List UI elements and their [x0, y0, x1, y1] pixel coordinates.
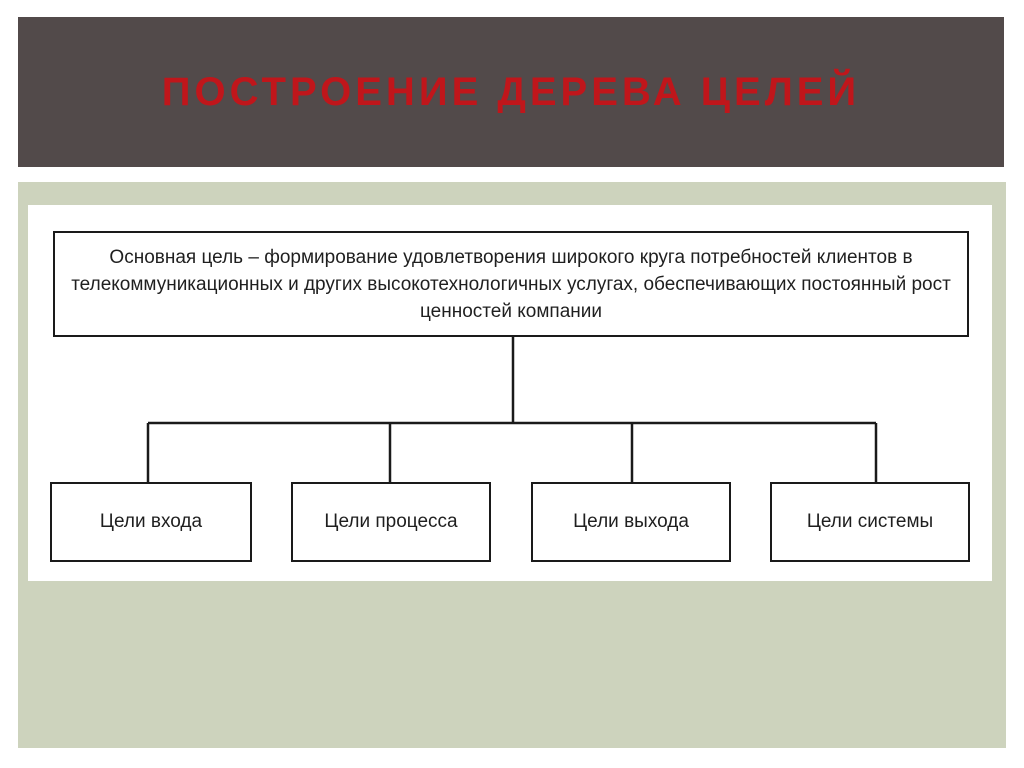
sub-goal-output: Цели выхода	[531, 482, 731, 562]
sub-goal-process: Цели процесса	[291, 482, 491, 562]
slide-title: ПОСТРОЕНИЕ ДЕРЕВА ЦЕЛЕЙ	[161, 69, 861, 114]
main-goal-box: Основная цель – формирование удовлетворения широкого круга потребностей клиентов в телекоммуникационных и других высокотехнологичных услугах, обеспечивающих постоянный рост ценностей компании	[53, 231, 969, 337]
sub-goal-input: Цели входа	[50, 482, 252, 562]
sub-goal-system: Цели системы	[770, 482, 970, 562]
title-band	[18, 17, 1004, 167]
goal-tree-diagram	[28, 205, 992, 581]
